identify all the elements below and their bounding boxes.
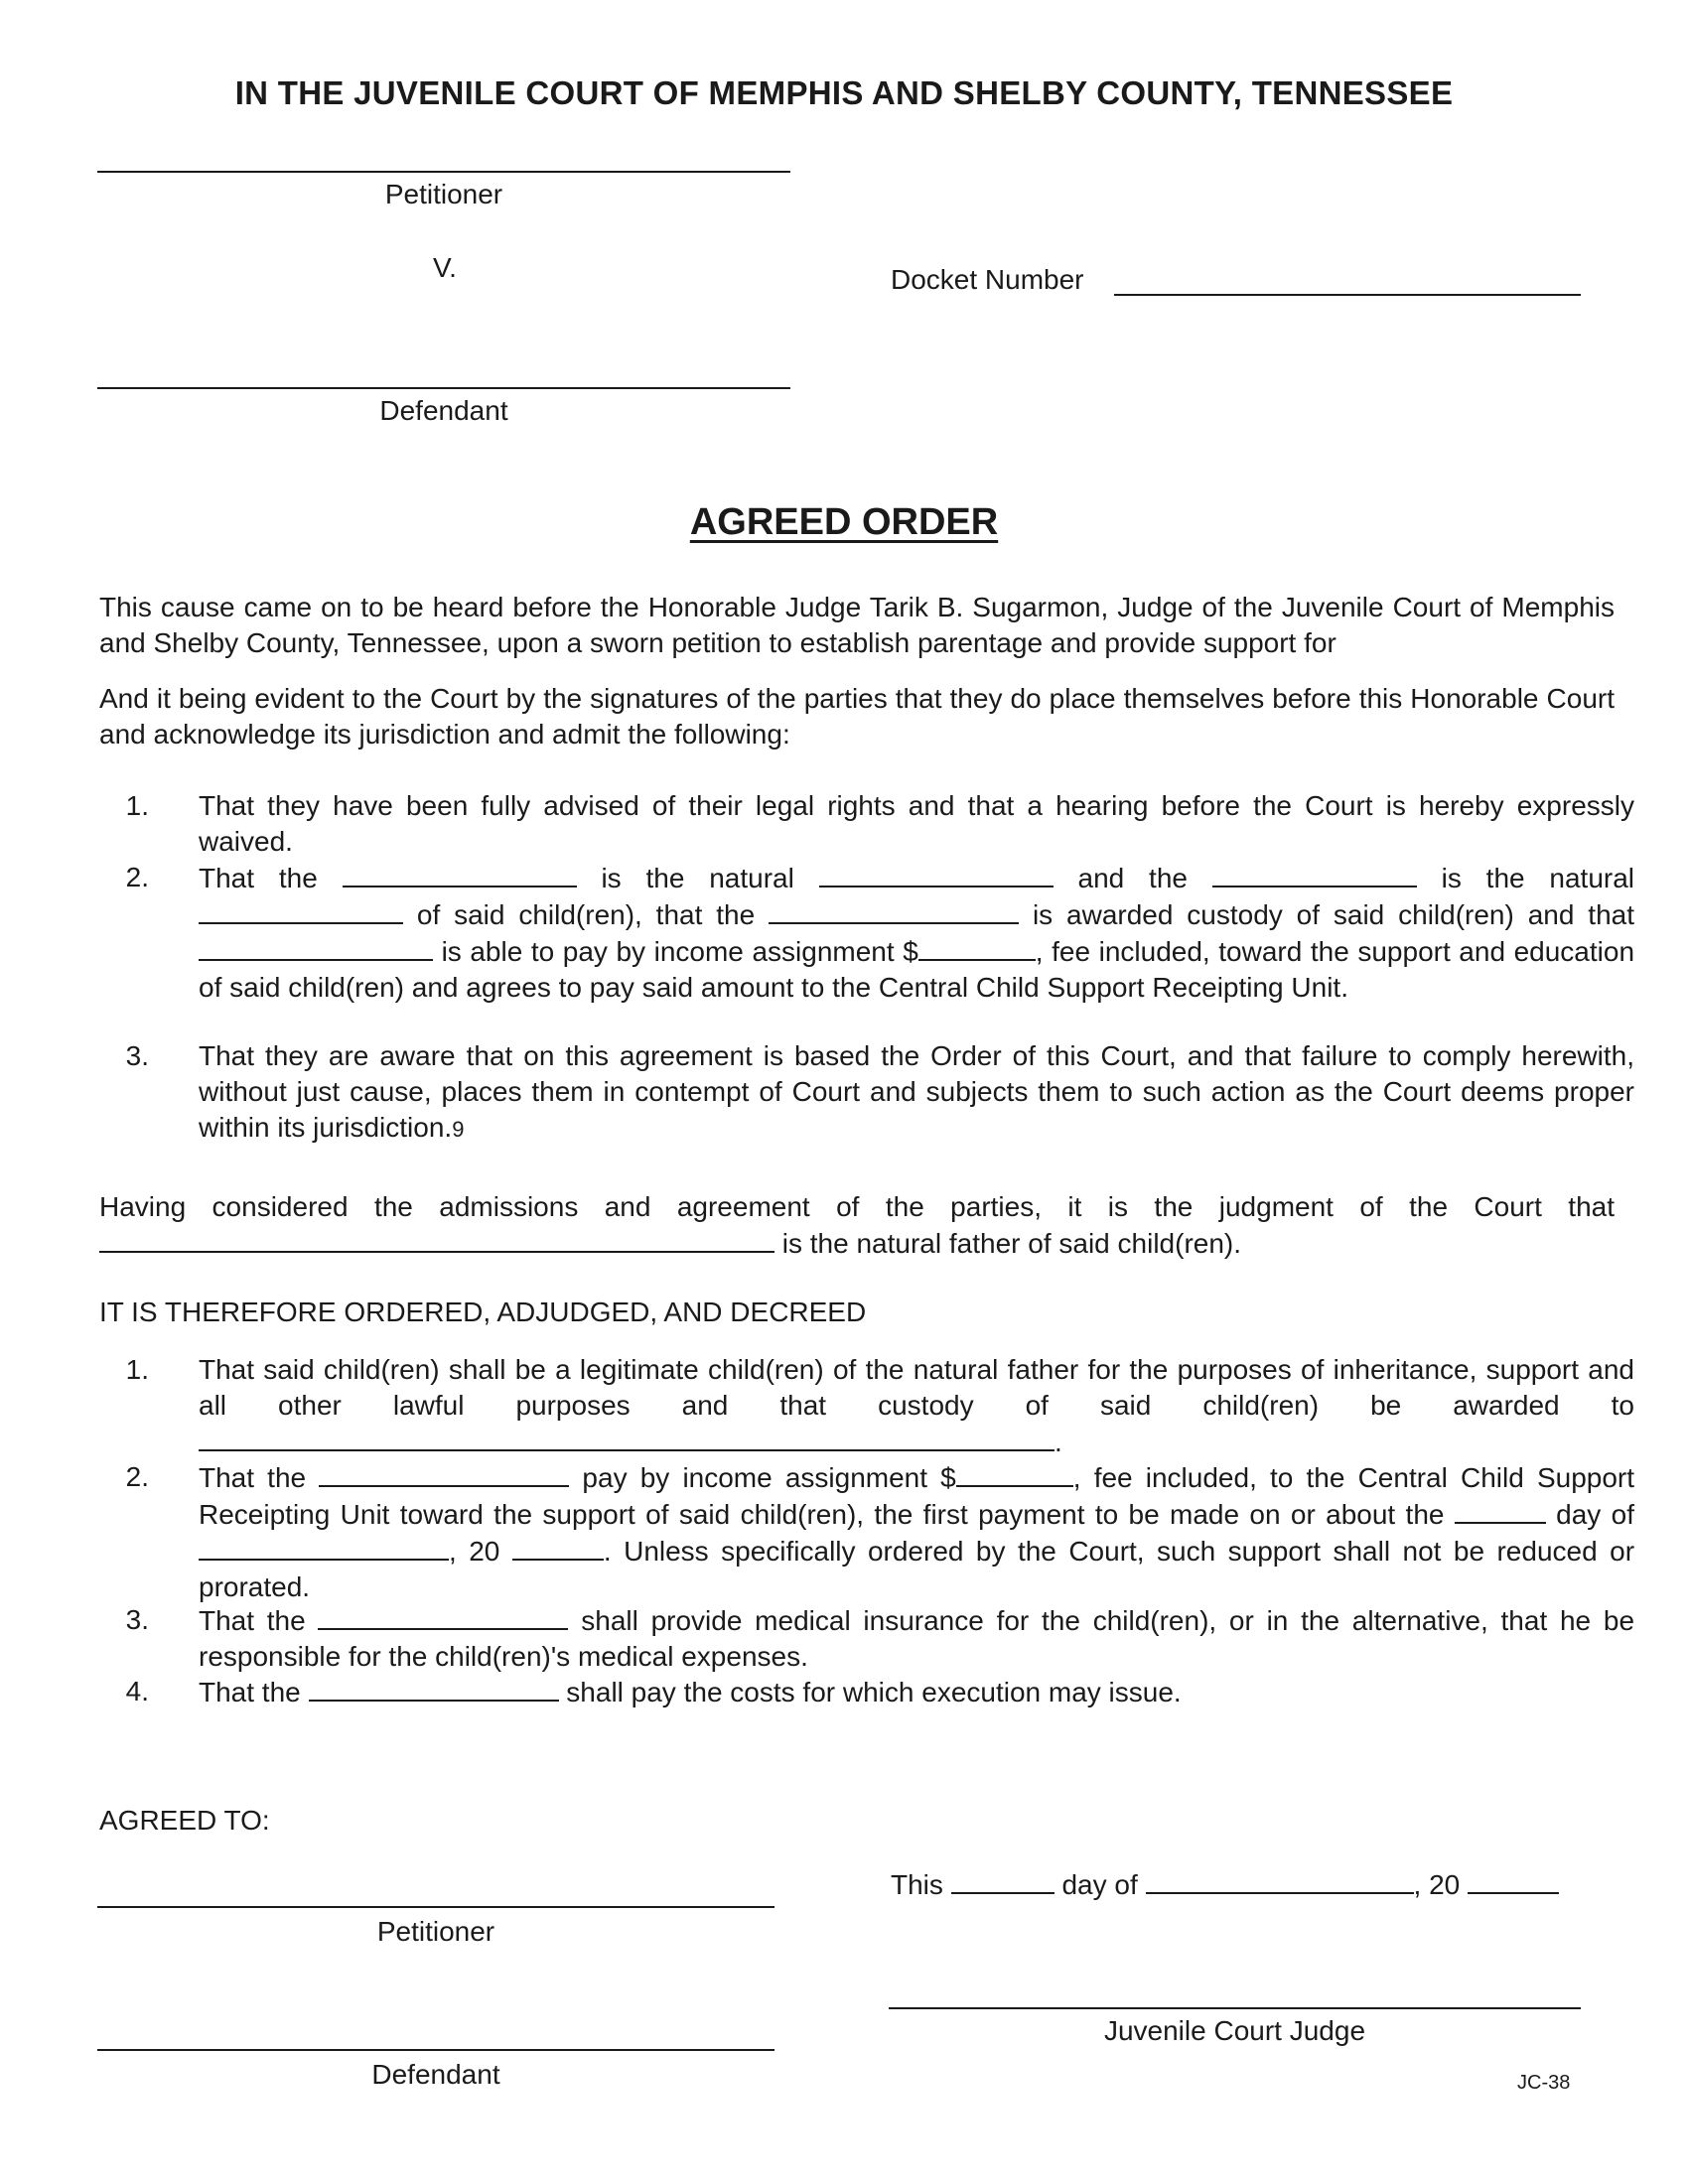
- judgment-paragraph: Having considered the admissions and agreement of the parties, it is the judgment of the Court that is the natural father of said child(ren).: [99, 1191, 1615, 1259]
- order-day-blank[interactable]: [951, 1866, 1055, 1894]
- admission-1-text: That they have been fully advised of their legal rights and that a hearing before the Court is hereby expressly waived.: [199, 790, 1634, 857]
- defendant-agreement-label: Defendant: [371, 2059, 500, 2090]
- payor-blank[interactable]: [199, 933, 433, 961]
- payment-day-blank[interactable]: [1455, 1496, 1546, 1524]
- costs-payor-blank[interactable]: [309, 1674, 559, 1702]
- order-4-text: That the shall pay the costs for which execution may issue.: [199, 1674, 1634, 1710]
- petitioner-agreement-signature[interactable]: [97, 1906, 774, 1908]
- judge-signature-line[interactable]: [889, 2007, 1581, 2009]
- admission-2-text: That the is the natural and the is the natural of said child(ren), that the is awarded custody of said child(ren) and that is able to pay by income assignment $ , fee included, toward the support and education of said child(ren) and agrees to pay said amount to the Central Child Support Receipting Unit.: [199, 860, 1634, 1006]
- court-header: IN THE JUVENILE COURT OF MEMPHIS AND SHELBY COUNTY, TENNESSEE: [234, 74, 1454, 111]
- admission-2-number: 2.: [125, 862, 149, 892]
- order-1-text: That said child(ren) shall be a legitimate child(ren) of the natural father for the purposes of inheritance, support and all other lawful purposes and that custody of said child(ren) be awarded to .: [199, 1354, 1634, 1457]
- ordered-heading: IT IS THEREFORE ORDERED, ADJUDGED, AND DECREED: [99, 1297, 867, 1327]
- natural-father-blank[interactable]: [99, 1225, 774, 1253]
- defendant-signature-line[interactable]: [97, 387, 790, 389]
- order-1-number: 1.: [125, 1354, 149, 1385]
- judge-signature-label: Juvenile Court Judge: [1103, 2015, 1366, 2046]
- document-title: AGREED ORDER: [689, 501, 999, 543]
- order-3-number: 3.: [125, 1604, 149, 1635]
- evident-paragraph: And it being evident to the Court by the signatures of the parties that they do place themselves before this Honorable Court and acknowledge its jurisdiction and admit the following:: [99, 683, 1615, 750]
- relation1-blank[interactable]: [819, 860, 1054, 887]
- payment-year-blank[interactable]: [512, 1533, 604, 1561]
- order-3-text: That the shall provide medical insurance for the child(ren), or in the alternative, that he be responsible for the child(ren)'s medical expenses.: [199, 1602, 1634, 1675]
- date-line: This day of , 20: [891, 1866, 1586, 1903]
- form-code: JC-38: [1517, 2072, 1571, 2094]
- parent1-name-blank[interactable]: [343, 860, 577, 887]
- agreed-to-label: AGREED TO:: [99, 1805, 270, 1836]
- custodian-blank[interactable]: [769, 896, 1019, 924]
- docket-number-field[interactable]: [1114, 294, 1581, 296]
- admission-3-text: That they are aware that on this agreement is based the Order of this Court, and that failure to comply herewith, without just cause, places them in contempt of Court and subjects them to such action as the Court deems proper within its jurisdiction.9: [199, 1040, 1634, 1143]
- admission-3-footnote: 9: [452, 1117, 465, 1142]
- custody-awarded-blank[interactable]: [199, 1424, 1055, 1451]
- amount-blank[interactable]: [918, 933, 1036, 961]
- insurance-provider-blank[interactable]: [318, 1602, 568, 1630]
- petitioner-agreement-label: Petitioner: [376, 1916, 495, 1947]
- defendant-caption-label: Defendant: [379, 395, 508, 426]
- admission-1-number: 1.: [125, 790, 149, 821]
- order-2-number: 2.: [125, 1461, 149, 1492]
- petitioner-signature-line[interactable]: [97, 171, 790, 173]
- defendant-agreement-signature[interactable]: [97, 2049, 774, 2051]
- order-year-blank[interactable]: [1468, 1866, 1559, 1894]
- order-2-text: That the pay by income assignment $ , fee included, to the Central Child Support Receipting Unit toward the support of said child(ren), the first payment to be made on or about the day of , 20 . Unless specifically ordered by the Court, such support shall not be reduced or prorated.: [199, 1459, 1634, 1605]
- orders-list: [99, 1352, 1634, 1729]
- admission-3-number: 3.: [125, 1040, 149, 1071]
- order-month-blank[interactable]: [1146, 1866, 1414, 1894]
- relation2-blank[interactable]: [199, 896, 403, 924]
- versus-label: V.: [433, 252, 457, 283]
- admissions-list: [99, 788, 1634, 1165]
- docket-number-label: Docket Number: [891, 264, 1084, 295]
- order-amount-blank[interactable]: [956, 1459, 1073, 1487]
- order-4-number: 4.: [125, 1676, 149, 1706]
- payment-month-blank[interactable]: [199, 1533, 449, 1561]
- intro-paragraph: This cause came on to be heard before the Honorable Judge Tarik B. Sugarmon, Judge of the Juvenile Court of Memphis and Shelby County, Tennessee, upon a sworn petition to establish parentage and provide support for: [99, 592, 1615, 658]
- petitioner-caption-label: Petitioner: [384, 179, 503, 209]
- parent2-name-blank[interactable]: [1212, 860, 1417, 887]
- order-payor-blank[interactable]: [319, 1459, 569, 1487]
